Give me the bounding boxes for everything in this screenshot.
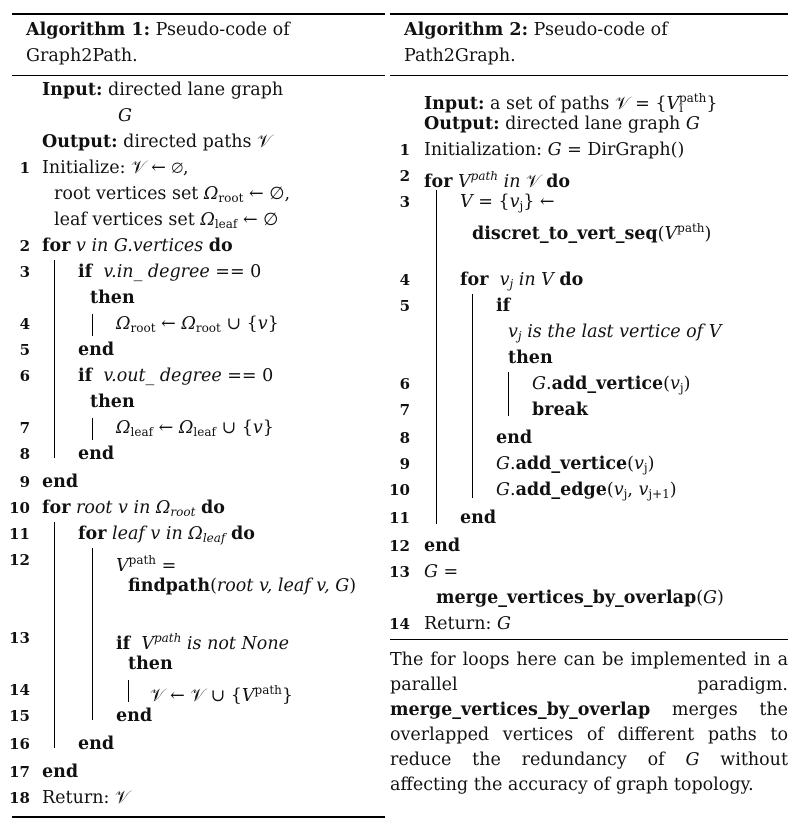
line-number: 3 bbox=[19, 263, 30, 281]
alg1-line-9: end bbox=[42, 472, 79, 492]
alg1-line-1: Initialize: 𝒱 ← ∅, bbox=[42, 158, 189, 178]
alg1-line-1c: leaf vertices set Ωleaf ← ∅ bbox=[54, 210, 279, 231]
algorithm-1-body bbox=[9, 76, 385, 818]
line-number: 7 bbox=[399, 401, 410, 419]
line-number: 5 bbox=[19, 341, 30, 359]
alg2-line-6: G.add_vertice(vj) bbox=[532, 374, 691, 395]
alg1-line-1b: root vertices set Ωroot ← ∅, bbox=[54, 184, 291, 205]
line-number: 11 bbox=[9, 525, 30, 543]
bottom-rule bbox=[12, 816, 385, 818]
line-number: 6 bbox=[399, 375, 410, 393]
alg1-line-10: for root v in Ωroot do bbox=[42, 498, 225, 519]
algorithm-1-label: Algorithm 1: bbox=[26, 20, 151, 40]
line-number: 8 bbox=[19, 445, 30, 463]
line-number: 5 bbox=[399, 297, 410, 315]
alg1-line-7: Ωleaf ← Ωleaf ∪ {v} bbox=[116, 418, 274, 439]
block-bar bbox=[92, 548, 93, 720]
line-number: 8 bbox=[399, 429, 410, 447]
alg2-line-13: G = bbox=[424, 562, 459, 582]
line-number: 12 bbox=[389, 537, 410, 555]
block-bar bbox=[92, 314, 93, 336]
alg2-line-12: end bbox=[424, 536, 461, 556]
line-number: 13 bbox=[9, 629, 30, 647]
alg2-line-8: end bbox=[496, 428, 533, 448]
alg1-line-16: end bbox=[78, 734, 115, 754]
algorithm-1-title bbox=[12, 15, 385, 75]
alg1-line-8: end bbox=[78, 444, 115, 464]
alg1-input-var: G bbox=[118, 106, 132, 126]
algorithm-1-caption: Pseudo-code of Graph2Path. bbox=[26, 20, 290, 66]
line-number: 11 bbox=[389, 509, 410, 527]
alg2-line-13b: merge_vertices_by_overlap(G) bbox=[436, 588, 724, 608]
line-number: 15 bbox=[9, 707, 30, 725]
line-number: 9 bbox=[19, 473, 30, 491]
line-number: 10 bbox=[389, 481, 410, 499]
alg2-line-5-then: then bbox=[508, 348, 553, 368]
algorithm-2 bbox=[390, 13, 788, 816]
alg2-line-11: end bbox=[460, 508, 497, 528]
line-number: 1 bbox=[19, 159, 30, 177]
line-number: 9 bbox=[399, 455, 410, 473]
line-number: 12 bbox=[9, 551, 30, 569]
line-number: 2 bbox=[399, 167, 410, 185]
alg2-line-9: G.add_vertice(vj) bbox=[496, 454, 655, 475]
alg2-output: Output: directed lane graph G bbox=[424, 114, 700, 134]
alg2-line-10: G.add_edge(vj, vj+1) bbox=[496, 480, 677, 501]
alg1-line-14: 𝒱 ← 𝒱 ∪ $\{V^{path}\}$ bbox=[150, 683, 294, 706]
alg2-line-5: if bbox=[496, 296, 511, 316]
line-number: 2 bbox=[19, 237, 30, 255]
line-number: 13 bbox=[389, 563, 410, 581]
alg2-input: Input: a set of paths 𝒱 = $\{Vi^{path}\}$ bbox=[424, 91, 718, 115]
algorithm-2-bottom-rule bbox=[390, 639, 788, 640]
block-bar bbox=[508, 372, 509, 416]
line-number: 1 bbox=[399, 141, 410, 159]
alg1-line-4: Ωroot ← Ωroot ∪ {v} bbox=[116, 314, 279, 335]
alg2-line-2: for $V^{path}$ in 𝒱 do bbox=[424, 169, 571, 192]
algorithm-2-caption: Pseudo-code of Path2Graph. bbox=[404, 20, 668, 66]
block-bar bbox=[92, 418, 93, 440]
alg1-line-6: if v.out_ degree == 0 bbox=[78, 366, 274, 386]
alg2-line-7: break bbox=[532, 400, 589, 420]
alg1-input: Input: directed lane graph bbox=[42, 80, 284, 100]
alg1-line-5: end bbox=[78, 340, 115, 360]
line-number: 16 bbox=[9, 735, 30, 753]
line-number: 4 bbox=[399, 271, 410, 289]
block-bar bbox=[54, 260, 55, 458]
block-bar bbox=[54, 522, 55, 748]
line-number: 6 bbox=[19, 367, 30, 385]
line-number: 14 bbox=[9, 681, 30, 699]
alg2-line-3b: $discret\_to\_vert\_seq(V^{path})$ bbox=[472, 221, 712, 244]
alg1-line-12b: findpath(root v, leaf v, G) bbox=[128, 576, 357, 596]
alg1-line-18: Return: 𝒱 bbox=[42, 788, 130, 808]
line-number: 7 bbox=[19, 419, 30, 437]
alg1-line-13-then: then bbox=[128, 654, 173, 674]
alg1-line-13: if $V^{path}$ is not None bbox=[116, 631, 289, 654]
alg1-line-15: end bbox=[116, 706, 153, 726]
algorithm-2-title bbox=[390, 15, 788, 75]
algorithm-1 bbox=[9, 13, 385, 818]
alg2-line-5b: vj is the last vertice of V bbox=[508, 322, 722, 343]
alg2-line-3: V = {vj} ← bbox=[460, 192, 555, 213]
alg2-line-14: Return: G bbox=[424, 614, 511, 634]
alg1-line-3: if v.in_ degree == 0 bbox=[78, 262, 262, 282]
line-number: 18 bbox=[9, 789, 30, 807]
alg1-line-11: for leaf v in Ωleaf do bbox=[78, 524, 255, 545]
alg1-line-6-then: then bbox=[90, 392, 135, 412]
algorithm-2-body bbox=[390, 76, 788, 816]
line-number: 4 bbox=[19, 315, 30, 333]
line-number: 17 bbox=[9, 763, 30, 781]
line-number: 3 bbox=[399, 193, 410, 211]
algorithm-2-label: Algorithm 2: bbox=[404, 20, 529, 40]
alg1-line-12: $V^{path}$ = bbox=[116, 553, 177, 576]
line-number: 10 bbox=[9, 499, 30, 517]
alg1-line-3-then: then bbox=[90, 288, 135, 308]
alg1-line-2: for v in G.vertices do bbox=[42, 236, 233, 256]
line-number: 14 bbox=[389, 615, 410, 633]
block-bar bbox=[128, 680, 129, 702]
alg2-line-4: for vj in V do bbox=[460, 270, 584, 291]
block-bar bbox=[436, 190, 437, 524]
alg1-line-17: end bbox=[42, 762, 79, 782]
alg1-output: Output: directed paths 𝒱 bbox=[42, 132, 272, 152]
algorithm-note: The for loops here can be implemented in a parallel paradigm. merge_vertices_by_overlap merges the overlapped vertices of different paths to reduce the redundancy of G without affecting the accuracy of graph topology. bbox=[390, 650, 788, 795]
alg2-line-1: Initialization: G = DirGraph() bbox=[424, 140, 685, 160]
block-bar bbox=[472, 294, 473, 498]
